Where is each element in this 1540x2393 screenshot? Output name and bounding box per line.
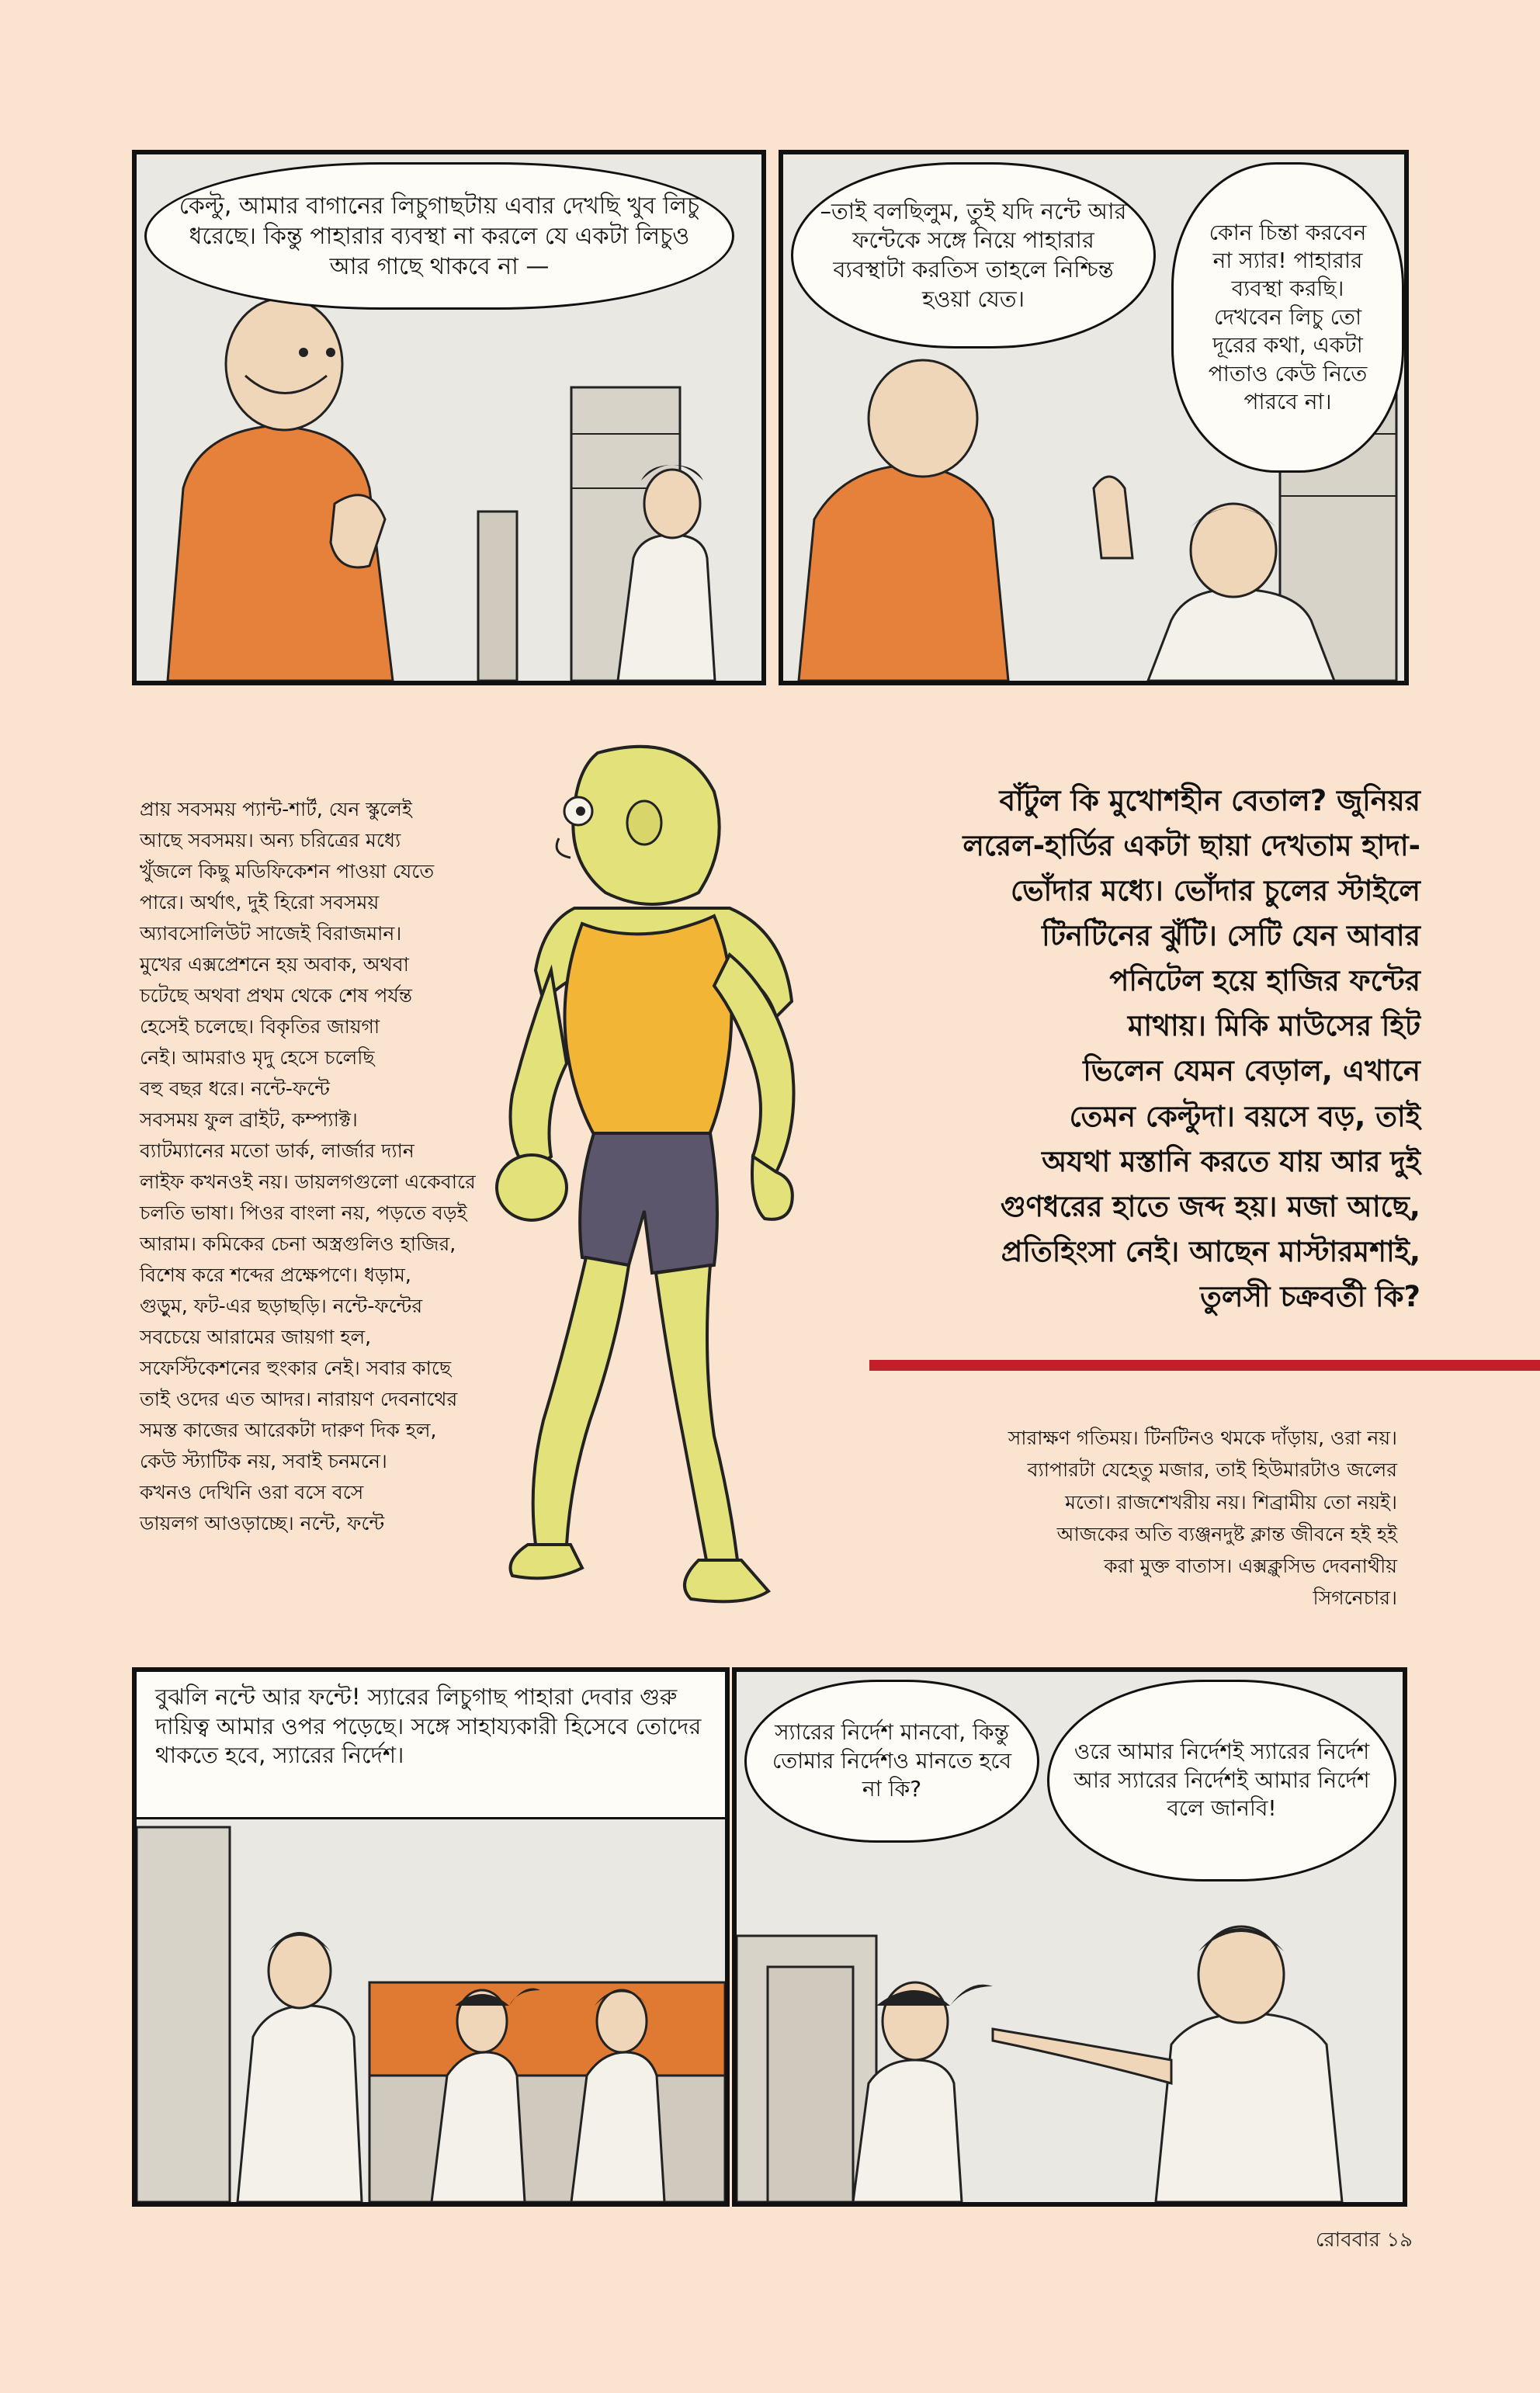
right-column-line: করা মুক্ত বাতাস। এক্সক্লুসিভ দেবনাথীয় (1104, 1555, 1397, 1577)
left-column-line: লাইফ কখনওই নয়। ডায়লগগুলো একেবারে (140, 1170, 476, 1193)
pull-quote-line: ভিলেন যেমন বেড়াল, এখানে (1083, 1054, 1420, 1088)
pull-quote-line: তেমন কেল্টুদা। বয়সে বড়, তাই (1069, 1099, 1420, 1133)
pull-quote-line: প্রতিহিংসা নেই। আছেন মাস্টারমশাই, (1001, 1234, 1420, 1268)
left-column-line: তাই ওদের এত আদর। নারায়ণ দেবনাথের (140, 1388, 458, 1410)
right-column-line: সিগনেচার। (1313, 1587, 1397, 1610)
panel-4-speech-text-left: স্যারের নির্দেশ মানবো, কিন্তু তোমার নির্দেশও মানতে হবে না কি? (772, 1719, 1012, 1802)
panel-4-speech-bubble-right (1047, 1680, 1396, 1881)
panel-2-speech-text-right: কোন চিন্তা করবেন না স্যার! পাহারার ব্যবস্থা করছি। দেখবেন লিচু তো দূরের কথা, একটা পাতাও কেউ নিতে পারবে না। (1208, 219, 1368, 414)
left-column-line: আরাম। কমিকের চেনা অস্ত্রগুলিও হাজির, (140, 1233, 456, 1255)
panel-3-caption-text: বুঝলি নন্টে আর ফন্টে! স্যারের লিচুগাছ পাহারা দেবার গুরু দায়িত্ব আমার ওপর পড়েছে। সঙ্গে সাহায্যকারী হিসেবে তোদের থাকতে হবে, স্যারের নির্দেশ। (155, 1684, 702, 1769)
article-right-column (854, 1422, 1397, 1614)
comic-panel-2 (779, 150, 1409, 685)
comic-panel-1 (132, 150, 766, 685)
right-column-line: ব্যাপারটা যেহেতু মজার, তাই হিউমারটাও জলের (1027, 1458, 1397, 1482)
left-column-line: গুড়ুম, ফট-এর ছড়াছড়ি। নন্টে-ফন্টের (140, 1295, 423, 1317)
right-column-line: আজকের অতি ব্যঞ্জনদুষ্ট ক্লান্ত জীবনে হই হই (1056, 1522, 1397, 1545)
left-column-line: সফেস্টিকেশনের হুংকার নেই। সবার কাছে (140, 1357, 452, 1379)
page-footer-label: রোববার ১৯ (1315, 2228, 1413, 2252)
pull-quote-line: ভোঁদার মধ্যে। ভোঁদার চুলের স্টাইলে (1010, 874, 1420, 908)
left-column-line: চটেছে অথবা প্রথম থেকে শেষ পর্যন্ত (140, 984, 413, 1007)
panel-1-speech-text: কেল্টু, আমার বাগানের লিচুগাছটায় এবার দেখছি খুব লিচু ধরেছে। কিন্তু পাহারার ব্যবস্থা না করলে যে একটা লিচুও আর গাছে থাকবে না — (179, 192, 700, 280)
left-column-line: ডায়লগ আওড়াচ্ছে। নন্টে, ফন্টে (140, 1512, 385, 1535)
panel-2-speech-bubble-left (791, 162, 1156, 349)
pull-quote-line: বাঁটুল কি মুখোশহীন বেতাল? জুনিয়র (999, 784, 1420, 817)
left-column-line: কখনও দেখিনি ওরা বসে বসে (140, 1481, 364, 1503)
pull-quote-line: গুণধরের হাতে জব্দ হয়। মজা আছে, (1000, 1189, 1420, 1223)
comic-panel-4 (732, 1667, 1407, 2207)
panel-2-speech-text-left: –তাই বলছিলুম, তুই যদি নন্টে আর ফন্টেকে সঙ্গে নিয়ে পাহারার ব্যবস্থাটা করতিস তাহলে নিশ্চিন্ত হওয়া যেত। (820, 197, 1127, 312)
pull-quote-line: অযথা মস্তানি করতে যায় আর দুই (1042, 1144, 1420, 1178)
right-column-line: মতো। রাজশেখরীয় নয়। শিব্রামীয় তো নয়ই। (1065, 1490, 1397, 1514)
left-column-line: নেই। আমরাও মৃদু হেসে চলেছি (140, 1046, 375, 1069)
panel-4-speech-bubble-left (744, 1680, 1039, 1843)
left-column-line: ব্যাটম্যানের মতো ডার্ক, লার্জার দ্যান (140, 1139, 414, 1162)
pull-quote-line: মাথায়। মিকি মাউসের হিট (1127, 1009, 1420, 1043)
left-column-line: খুঁজলে কিছু মডিফিকেশন পাওয়া যেতে (140, 860, 435, 883)
panel-4-speech-text-right: ওরে আমার নির্দেশই স্যারের নির্দেশ আর স্যারের নির্দেশই আমার নির্দেশ বলে জানবি! (1073, 1739, 1370, 1822)
comic-panel-3 (132, 1667, 730, 2207)
left-column-line: আছে সবসময়। অন্য চরিত্রের মধ্যে (140, 829, 401, 851)
pull-quote-line: তুলসী চক্রবর্তী কি? (1200, 1279, 1420, 1313)
panel-2-speech-bubble-right (1171, 162, 1404, 473)
left-column-line: অ্যাবসোলিউট সাজেই বিরাজমান। (140, 922, 402, 945)
character-illustration (481, 737, 854, 1653)
left-column-line: পারে। অর্থাৎ, দুই হিরো সবসময় (140, 891, 380, 914)
left-column-line: প্রায় সবসময় প্যান্ট-শার্ট, যেন স্কুলেই (140, 798, 412, 820)
pull-quote (807, 779, 1420, 1320)
panel-3-caption (137, 1672, 725, 1819)
left-column-line: বহু বছর ধরে। নন্টে-ফন্টে (140, 1077, 330, 1100)
left-column-line: বিশেষ করে শব্দের প্রক্ষেপণে। ধড়াম, (140, 1264, 411, 1286)
left-column-line: চলতি ভাষা। পিওর বাংলা নয়, পড়তে বড়ই (140, 1202, 467, 1224)
accent-divider (869, 1360, 1540, 1371)
right-column-line: সারাক্ষণ গতিময়। টিনটিনও থমকে দাঁড়ায়, ওরা নয়। (1008, 1427, 1397, 1449)
pull-quote-line: লরেল-হার্ডির একটা ছায়া দেখতাম হাদা- (962, 829, 1420, 863)
left-column-line: মুখের এক্সপ্রেশনে হয় অবাক, অথবা (140, 953, 409, 976)
left-column-line: হেসেই চলেছে। বিকৃতির জায়গা (140, 1015, 380, 1038)
left-column-line: কেউ স্ট্যাটিক নয়, সবাই চনমনে। (140, 1450, 387, 1472)
pull-quote-line: পনিটেল হয়ে হাজির ফন্টের (1109, 964, 1420, 998)
left-column-line: সমস্ত কাজের আরেকটা দারুণ দিক হল, (140, 1419, 437, 1441)
left-column-line: সবচেয়ে আরামের জায়গা হল, (140, 1326, 372, 1348)
pull-quote-line: টিনটিনের ঝুঁটি। সেটি যেন আবার (1042, 919, 1420, 953)
left-column-line: সবসময় ফুল ব্রাইট, কম্প্যাক্ট। (140, 1108, 358, 1131)
panel-1-speech-bubble (144, 162, 734, 310)
